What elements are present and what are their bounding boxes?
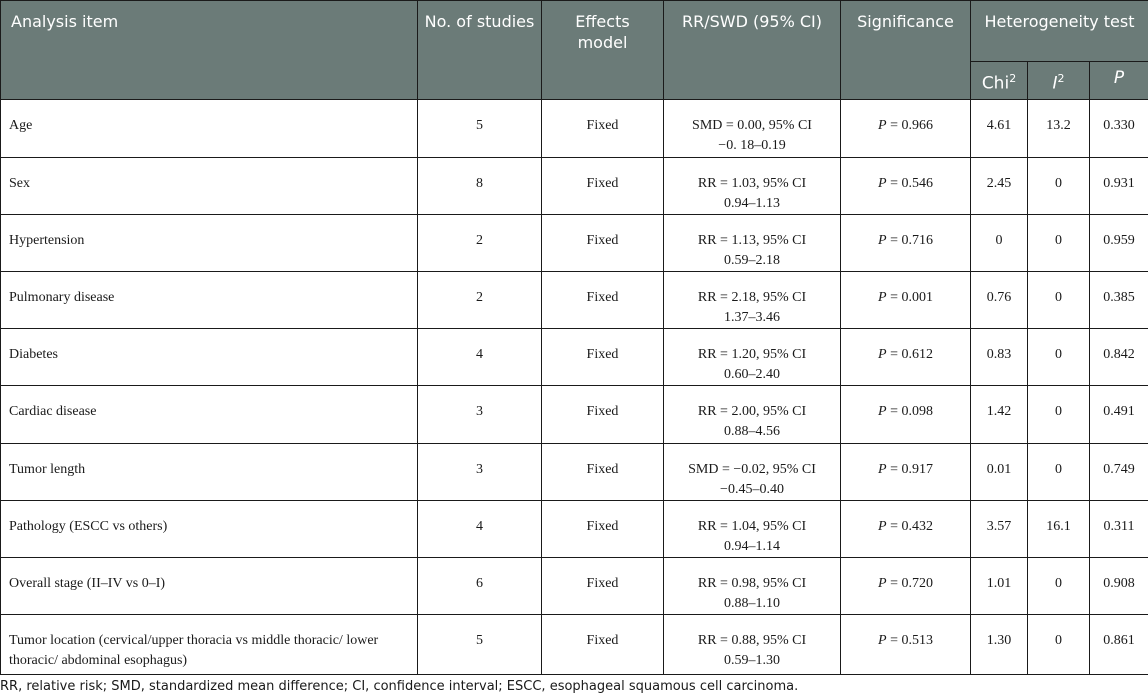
table-body	[1, 99, 1148, 674]
chi2-cell: 4.61	[971, 99, 1028, 157]
model-cell: Fixed	[542, 271, 664, 328]
studies-cell: 5	[418, 614, 542, 674]
ci-line2: 0.59–1.30	[724, 652, 780, 668]
p-cell: 0.330	[1090, 99, 1148, 157]
chi2-cell: 0.01	[971, 443, 1028, 500]
model-cell: Fixed	[542, 385, 664, 443]
ci-line2: 0.94–1.13	[724, 195, 780, 211]
ci-line1: RR = 0.88, 95% CI	[697, 632, 807, 648]
chi2-cell: 1.30	[971, 614, 1028, 674]
model-cell: Fixed	[542, 614, 664, 674]
table-footnote: RR, relative risk; SMD, standardized mean difference; CI, confidence interval; ESCC, esophageal squamous cell carcinoma.	[0, 679, 799, 694]
header-significance: Significance	[841, 1, 971, 100]
p-cell: 0.491	[1090, 385, 1148, 443]
chi2-cell: 1.01	[971, 557, 1028, 614]
studies-cell: 2	[418, 271, 542, 328]
sig-p-symbol: P	[878, 461, 887, 477]
ci-cell	[664, 271, 841, 328]
ci-cell	[664, 385, 841, 443]
p-cell: 0.749	[1090, 443, 1148, 500]
model-cell: Fixed	[542, 443, 664, 500]
p-cell: 0.908	[1090, 557, 1148, 614]
sig-value: = 0.432	[886, 518, 933, 534]
ci-cell	[664, 99, 841, 157]
table-row	[1, 557, 1148, 614]
ci-line2: 1.37–3.46	[724, 309, 780, 325]
sig-value: = 0.001	[886, 289, 933, 305]
analysis-item-cell: Tumor location (cervical/upper thoracia vs middle thoracic/ lower thoracic/ abdominal esophagus)	[1, 614, 418, 674]
model-cell: Fixed	[542, 99, 664, 157]
sig-p-symbol: P	[878, 232, 887, 248]
sig-p-symbol: P	[878, 403, 887, 419]
ci-cell	[664, 214, 841, 271]
ci-line2: −0. 18–0.19	[718, 137, 786, 153]
sig-p-symbol: P	[878, 518, 887, 534]
ci-line2: 0.59–2.18	[724, 252, 780, 268]
analysis-item-cell: Diabetes	[1, 328, 418, 385]
sig-value: = 0.612	[886, 346, 933, 362]
sig-p-symbol: P	[878, 117, 887, 133]
model-cell: Fixed	[542, 500, 664, 557]
studies-cell: 4	[418, 328, 542, 385]
ci-cell	[664, 557, 841, 614]
chi2-cell: 0.83	[971, 328, 1028, 385]
p-cell: 0.311	[1090, 500, 1148, 557]
analysis-item-cell: Pulmonary disease	[1, 271, 418, 328]
table-row	[1, 500, 1148, 557]
ci-line1: RR = 1.13, 95% CI	[697, 232, 807, 248]
header-no-of-studies: No. of studies	[418, 1, 542, 100]
chi2-cell: 0.76	[971, 271, 1028, 328]
analysis-item-cell: Hypertension	[1, 214, 418, 271]
header-rr-swd: RR/SWD (95% CI)	[664, 1, 841, 100]
table-row	[1, 271, 1148, 328]
sig-p-symbol: P	[878, 289, 887, 305]
sig-value: = 0.513	[886, 632, 933, 648]
header-analysis-item: Analysis item	[1, 1, 418, 100]
ci-cell	[664, 614, 841, 674]
header-effects-model: Effects model	[542, 1, 664, 100]
chi2-cell: 1.42	[971, 385, 1028, 443]
ci-line1: RR = 1.04, 95% CI	[697, 518, 807, 534]
ci-line2: 0.88–4.56	[724, 423, 780, 439]
ci-line2: 0.88–1.10	[724, 595, 780, 611]
p-cell: 0.842	[1090, 328, 1148, 385]
table-row	[1, 214, 1148, 271]
model-cell: Fixed	[542, 328, 664, 385]
i2-cell: 0	[1028, 271, 1090, 328]
ci-line1: SMD = 0.00, 95% CI	[692, 117, 812, 133]
ci-line1: RR = 0.98, 95% CI	[697, 575, 807, 591]
table-row	[1, 385, 1148, 443]
model-cell: Fixed	[542, 557, 664, 614]
i2-cell: 0	[1028, 328, 1090, 385]
table-row	[1, 328, 1148, 385]
table-row	[1, 443, 1148, 500]
chi2-cell: 3.57	[971, 500, 1028, 557]
table-row	[1, 157, 1148, 214]
header-p: P	[1090, 62, 1148, 100]
significance-cell	[841, 99, 971, 157]
ci-line1: RR = 2.18, 95% CI	[697, 289, 807, 305]
studies-cell: 3	[418, 443, 542, 500]
ci-cell	[664, 157, 841, 214]
table-row	[1, 614, 1148, 674]
studies-cell: 3	[418, 385, 542, 443]
analysis-item-cell: Tumor length	[1, 443, 418, 500]
studies-cell: 2	[418, 214, 542, 271]
significance-cell	[841, 385, 971, 443]
ci-line2: 0.60–2.40	[724, 366, 780, 382]
analysis-item-cell: Cardiac disease	[1, 385, 418, 443]
header-heterogeneity-test: Heterogeneity test	[971, 1, 1148, 62]
sig-p-symbol: P	[878, 346, 887, 362]
p-cell: 0.959	[1090, 214, 1148, 271]
ci-line2: −0.45–0.40	[720, 481, 784, 497]
studies-cell: 8	[418, 157, 542, 214]
i2-cell: 16.1	[1028, 500, 1090, 557]
i2-cell: 0	[1028, 614, 1090, 674]
significance-cell	[841, 157, 971, 214]
sig-value: = 0.966	[886, 117, 933, 133]
significance-cell	[841, 614, 971, 674]
chi2-cell: 0	[971, 214, 1028, 271]
p-cell: 0.385	[1090, 271, 1148, 328]
i2-cell: 0	[1028, 557, 1090, 614]
sig-value: = 0.546	[886, 175, 933, 191]
studies-cell: 6	[418, 557, 542, 614]
analysis-item-cell: Overall stage (II–IV vs 0–I)	[1, 557, 418, 614]
header-i2: $I^2$	[1028, 62, 1090, 100]
sig-p-symbol: P	[878, 175, 887, 191]
ci-cell	[664, 443, 841, 500]
significance-cell	[841, 328, 971, 385]
i2-cell: 0	[1028, 214, 1090, 271]
sig-value: = 0.716	[886, 232, 933, 248]
p-cell: 0.931	[1090, 157, 1148, 214]
ci-line2: 0.94–1.14	[724, 538, 780, 554]
significance-cell	[841, 443, 971, 500]
header-chi2: Chi$^2$	[971, 62, 1028, 100]
analysis-item-cell: Age	[1, 99, 418, 157]
i2-cell: 0	[1028, 443, 1090, 500]
ci-line1: RR = 1.20, 95% CI	[697, 346, 807, 362]
i2-cell: 13.2	[1028, 99, 1090, 157]
ci-line1: RR = 1.03, 95% CI	[697, 175, 807, 191]
sig-p-symbol: P	[878, 575, 887, 591]
significance-cell	[841, 271, 971, 328]
ci-cell	[664, 328, 841, 385]
sig-value: = 0.720	[886, 575, 933, 591]
ci-line1: RR = 2.00, 95% CI	[697, 403, 807, 419]
sig-value: = 0.917	[886, 461, 933, 477]
sig-p-symbol: P	[878, 632, 887, 648]
i2-cell: 0	[1028, 385, 1090, 443]
analysis-item-cell: Sex	[1, 157, 418, 214]
significance-cell	[841, 500, 971, 557]
model-cell: Fixed	[542, 157, 664, 214]
chi2-cell: 2.45	[971, 157, 1028, 214]
ci-line1: SMD = −0.02, 95% CI	[688, 461, 816, 477]
i2-cell: 0	[1028, 157, 1090, 214]
model-cell: Fixed	[542, 214, 664, 271]
studies-cell: 4	[418, 500, 542, 557]
studies-cell: 5	[418, 99, 542, 157]
analysis-item-cell: Pathology (ESCC vs others)	[1, 500, 418, 557]
sig-value: = 0.098	[886, 403, 933, 419]
significance-cell	[841, 214, 971, 271]
table-row	[1, 99, 1148, 157]
ci-cell	[664, 500, 841, 557]
p-cell: 0.861	[1090, 614, 1148, 674]
significance-cell	[841, 557, 971, 614]
